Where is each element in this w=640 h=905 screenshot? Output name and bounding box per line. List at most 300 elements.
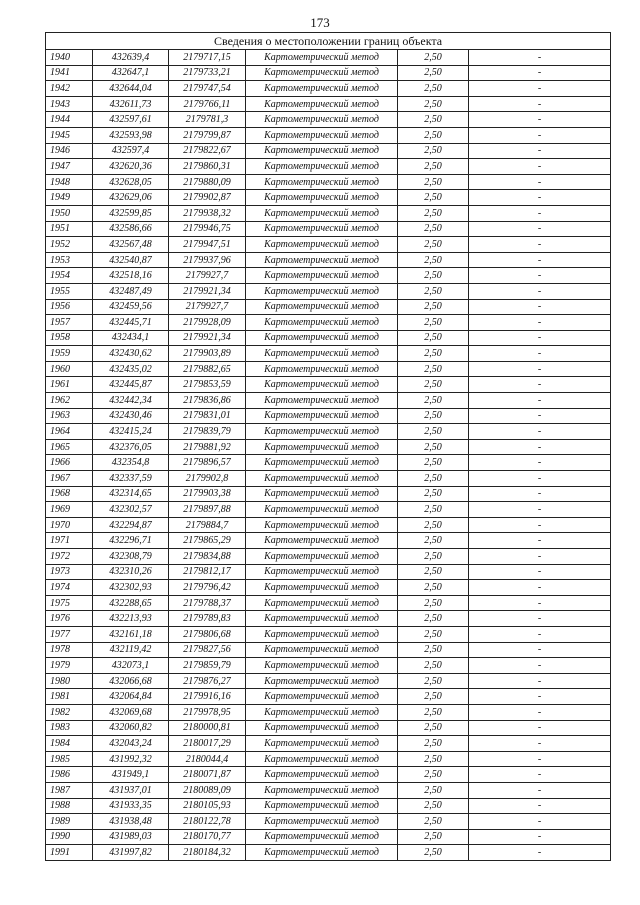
table-title: Сведения о местоположении границ объекта xyxy=(46,33,611,50)
x-coordinate-cell: 432376,05 xyxy=(93,439,169,455)
y-coordinate-cell: 2179880,09 xyxy=(169,174,246,190)
accuracy-cell: 2,50 xyxy=(398,689,469,705)
point-number-cell: 1945 xyxy=(46,127,93,143)
table-row xyxy=(46,533,611,549)
accuracy-cell: 2,50 xyxy=(398,829,469,845)
method-cell: Картометрический метод xyxy=(246,455,398,471)
table-row xyxy=(46,221,611,237)
description-cell: - xyxy=(469,782,611,798)
accuracy-cell: 2,50 xyxy=(398,252,469,268)
boundary-coordinates-table xyxy=(45,32,611,861)
x-coordinate-cell: 432119,42 xyxy=(93,642,169,658)
y-coordinate-cell: 2179947,51 xyxy=(169,237,246,253)
point-number-cell: 1959 xyxy=(46,346,93,362)
table-row xyxy=(46,268,611,284)
point-number-cell: 1946 xyxy=(46,143,93,159)
table-row xyxy=(46,564,611,580)
description-cell: - xyxy=(469,704,611,720)
table-row xyxy=(46,315,611,331)
accuracy-cell: 2,50 xyxy=(398,377,469,393)
point-number-cell: 1961 xyxy=(46,377,93,393)
method-cell: Картометрический метод xyxy=(246,642,398,658)
description-cell: - xyxy=(469,751,611,767)
y-coordinate-cell: 2179916,16 xyxy=(169,689,246,705)
x-coordinate-cell: 432567,48 xyxy=(93,237,169,253)
page-number: 173 xyxy=(310,15,330,30)
accuracy-cell: 2,50 xyxy=(398,221,469,237)
x-coordinate-cell: 431938,48 xyxy=(93,814,169,830)
x-coordinate-cell: 432069,68 xyxy=(93,704,169,720)
accuracy-cell: 2,50 xyxy=(398,112,469,128)
description-cell: - xyxy=(469,190,611,206)
accuracy-cell: 2,50 xyxy=(398,517,469,533)
method-cell: Картометрический метод xyxy=(246,268,398,284)
y-coordinate-cell: 2179937,96 xyxy=(169,252,246,268)
method-cell: Картометрический метод xyxy=(246,221,398,237)
point-number-cell: 1986 xyxy=(46,767,93,783)
accuracy-cell: 2,50 xyxy=(398,455,469,471)
description-cell: - xyxy=(469,689,611,705)
y-coordinate-cell: 2179876,27 xyxy=(169,673,246,689)
description-cell: - xyxy=(469,237,611,253)
accuracy-cell: 2,50 xyxy=(398,845,469,861)
table-row xyxy=(46,704,611,720)
method-cell: Картометрический метод xyxy=(246,252,398,268)
table-row xyxy=(46,517,611,533)
point-number-cell: 1947 xyxy=(46,159,93,175)
y-coordinate-cell: 2179796,42 xyxy=(169,580,246,596)
point-number-cell: 1981 xyxy=(46,689,93,705)
x-coordinate-cell: 432430,46 xyxy=(93,408,169,424)
point-number-cell: 1960 xyxy=(46,361,93,377)
x-coordinate-cell: 432435,02 xyxy=(93,361,169,377)
method-cell: Картометрический метод xyxy=(246,502,398,518)
table-row xyxy=(46,50,611,66)
method-cell: Картометрический метод xyxy=(246,736,398,752)
y-coordinate-cell: 2179834,88 xyxy=(169,549,246,565)
point-number-cell: 1974 xyxy=(46,580,93,596)
x-coordinate-cell: 432073,1 xyxy=(93,658,169,674)
y-coordinate-cell: 2179884,7 xyxy=(169,517,246,533)
table-row xyxy=(46,283,611,299)
description-cell: - xyxy=(469,829,611,845)
accuracy-cell: 2,50 xyxy=(398,549,469,565)
accuracy-cell: 2,50 xyxy=(398,361,469,377)
method-cell: Картометрический метод xyxy=(246,65,398,81)
description-cell: - xyxy=(469,549,611,565)
y-coordinate-cell: 2179938,32 xyxy=(169,205,246,221)
table-row xyxy=(46,736,611,752)
accuracy-cell: 2,50 xyxy=(398,580,469,596)
y-coordinate-cell: 2179860,31 xyxy=(169,159,246,175)
point-number-cell: 1940 xyxy=(46,50,93,66)
y-coordinate-cell: 2180017,29 xyxy=(169,736,246,752)
x-coordinate-cell: 432302,57 xyxy=(93,502,169,518)
y-coordinate-cell: 2179839,79 xyxy=(169,424,246,440)
description-cell: - xyxy=(469,143,611,159)
point-number-cell: 1965 xyxy=(46,439,93,455)
description-cell: - xyxy=(469,767,611,783)
table-row xyxy=(46,673,611,689)
method-cell: Картометрический метод xyxy=(246,845,398,861)
description-cell: - xyxy=(469,517,611,533)
method-cell: Картометрический метод xyxy=(246,377,398,393)
description-cell: - xyxy=(469,50,611,66)
description-cell: - xyxy=(469,408,611,424)
table-row xyxy=(46,299,611,315)
table-row xyxy=(46,689,611,705)
x-coordinate-cell: 432611,73 xyxy=(93,96,169,112)
y-coordinate-cell: 2179896,57 xyxy=(169,455,246,471)
description-cell: - xyxy=(469,611,611,627)
y-coordinate-cell: 2179799,87 xyxy=(169,127,246,143)
x-coordinate-cell: 432064,84 xyxy=(93,689,169,705)
method-cell: Картометрический метод xyxy=(246,704,398,720)
accuracy-cell: 2,50 xyxy=(398,299,469,315)
description-cell: - xyxy=(469,564,611,580)
table-row xyxy=(46,814,611,830)
method-cell: Картометрический метод xyxy=(246,81,398,97)
point-number-cell: 1967 xyxy=(46,471,93,487)
method-cell: Картометрический метод xyxy=(246,408,398,424)
description-cell: - xyxy=(469,65,611,81)
description-cell: - xyxy=(469,845,611,861)
accuracy-cell: 2,50 xyxy=(398,127,469,143)
description-cell: - xyxy=(469,455,611,471)
y-coordinate-cell: 2179822,67 xyxy=(169,143,246,159)
y-coordinate-cell: 2179788,37 xyxy=(169,595,246,611)
point-number-cell: 1954 xyxy=(46,268,93,284)
accuracy-cell: 2,50 xyxy=(398,720,469,736)
y-coordinate-cell: 2179812,17 xyxy=(169,564,246,580)
table-row xyxy=(46,471,611,487)
point-number-cell: 1953 xyxy=(46,252,93,268)
y-coordinate-cell: 2179781,3 xyxy=(169,112,246,128)
table-row xyxy=(46,658,611,674)
method-cell: Картометрический метод xyxy=(246,517,398,533)
description-cell: - xyxy=(469,377,611,393)
x-coordinate-cell: 432296,71 xyxy=(93,533,169,549)
point-number-cell: 1988 xyxy=(46,798,93,814)
y-coordinate-cell: 2179859,79 xyxy=(169,658,246,674)
description-cell: - xyxy=(469,96,611,112)
point-number-cell: 1941 xyxy=(46,65,93,81)
table-row xyxy=(46,455,611,471)
point-number-cell: 1952 xyxy=(46,237,93,253)
point-number-cell: 1977 xyxy=(46,626,93,642)
y-coordinate-cell: 2180170,77 xyxy=(169,829,246,845)
description-cell: - xyxy=(469,658,611,674)
accuracy-cell: 2,50 xyxy=(398,346,469,362)
point-number-cell: 1958 xyxy=(46,330,93,346)
y-coordinate-cell: 2179733,21 xyxy=(169,65,246,81)
table-row xyxy=(46,767,611,783)
description-cell: - xyxy=(469,720,611,736)
description-cell: - xyxy=(469,252,611,268)
point-number-cell: 1980 xyxy=(46,673,93,689)
y-coordinate-cell: 2179927,7 xyxy=(169,268,246,284)
table-row xyxy=(46,237,611,253)
x-coordinate-cell: 432060,82 xyxy=(93,720,169,736)
y-coordinate-cell: 2180122,78 xyxy=(169,814,246,830)
accuracy-cell: 2,50 xyxy=(398,96,469,112)
y-coordinate-cell: 2179865,29 xyxy=(169,533,246,549)
method-cell: Картометрический метод xyxy=(246,814,398,830)
point-number-cell: 1944 xyxy=(46,112,93,128)
accuracy-cell: 2,50 xyxy=(398,408,469,424)
table-row xyxy=(46,127,611,143)
description-cell: - xyxy=(469,673,611,689)
point-number-cell: 1951 xyxy=(46,221,93,237)
y-coordinate-cell: 2179827,56 xyxy=(169,642,246,658)
y-coordinate-cell: 2179836,86 xyxy=(169,393,246,409)
method-cell: Картометрический метод xyxy=(246,143,398,159)
y-coordinate-cell: 2180089,09 xyxy=(169,782,246,798)
x-coordinate-cell: 432066,68 xyxy=(93,673,169,689)
accuracy-cell: 2,50 xyxy=(398,315,469,331)
point-number-cell: 1990 xyxy=(46,829,93,845)
point-number-cell: 1989 xyxy=(46,814,93,830)
description-cell: - xyxy=(469,393,611,409)
x-coordinate-cell: 432639,4 xyxy=(93,50,169,66)
method-cell: Картометрический метод xyxy=(246,424,398,440)
accuracy-cell: 2,50 xyxy=(398,502,469,518)
y-coordinate-cell: 2180071,87 xyxy=(169,767,246,783)
description-cell: - xyxy=(469,798,611,814)
table-row xyxy=(46,424,611,440)
accuracy-cell: 2,50 xyxy=(398,65,469,81)
y-coordinate-cell: 2179766,11 xyxy=(169,96,246,112)
x-coordinate-cell: 432354,8 xyxy=(93,455,169,471)
point-number-cell: 1982 xyxy=(46,704,93,720)
description-cell: - xyxy=(469,283,611,299)
y-coordinate-cell: 2180184,32 xyxy=(169,845,246,861)
accuracy-cell: 2,50 xyxy=(398,283,469,299)
accuracy-cell: 2,50 xyxy=(398,159,469,175)
method-cell: Картометрический метод xyxy=(246,611,398,627)
description-cell: - xyxy=(469,205,611,221)
point-number-cell: 1955 xyxy=(46,283,93,299)
point-number-cell: 1970 xyxy=(46,517,93,533)
x-coordinate-cell: 432459,56 xyxy=(93,299,169,315)
x-coordinate-cell: 431949,1 xyxy=(93,767,169,783)
point-number-cell: 1985 xyxy=(46,751,93,767)
y-coordinate-cell: 2179806,68 xyxy=(169,626,246,642)
accuracy-cell: 2,50 xyxy=(398,814,469,830)
method-cell: Картометрический метод xyxy=(246,595,398,611)
method-cell: Картометрический метод xyxy=(246,626,398,642)
accuracy-cell: 2,50 xyxy=(398,673,469,689)
x-coordinate-cell: 432540,87 xyxy=(93,252,169,268)
method-cell: Картометрический метод xyxy=(246,159,398,175)
table-row xyxy=(46,174,611,190)
table-row xyxy=(46,159,611,175)
method-cell: Картометрический метод xyxy=(246,486,398,502)
method-cell: Картометрический метод xyxy=(246,96,398,112)
point-number-cell: 1964 xyxy=(46,424,93,440)
table-row xyxy=(46,626,611,642)
method-cell: Картометрический метод xyxy=(246,564,398,580)
method-cell: Картометрический метод xyxy=(246,361,398,377)
method-cell: Картометрический метод xyxy=(246,346,398,362)
x-coordinate-cell: 432593,98 xyxy=(93,127,169,143)
accuracy-cell: 2,50 xyxy=(398,81,469,97)
y-coordinate-cell: 2179978,95 xyxy=(169,704,246,720)
method-cell: Картометрический метод xyxy=(246,190,398,206)
table-row xyxy=(46,439,611,455)
description-cell: - xyxy=(469,315,611,331)
x-coordinate-cell: 432337,59 xyxy=(93,471,169,487)
method-cell: Картометрический метод xyxy=(246,112,398,128)
description-cell: - xyxy=(469,502,611,518)
y-coordinate-cell: 2179928,09 xyxy=(169,315,246,331)
table-row xyxy=(46,96,611,112)
point-number-cell: 1978 xyxy=(46,642,93,658)
table-row xyxy=(46,611,611,627)
method-cell: Картометрический метод xyxy=(246,658,398,674)
x-coordinate-cell: 432294,87 xyxy=(93,517,169,533)
table-row xyxy=(46,502,611,518)
point-number-cell: 1979 xyxy=(46,658,93,674)
point-number-cell: 1957 xyxy=(46,315,93,331)
table-row xyxy=(46,595,611,611)
method-cell: Картометрический метод xyxy=(246,767,398,783)
description-cell: - xyxy=(469,221,611,237)
point-number-cell: 1942 xyxy=(46,81,93,97)
y-coordinate-cell: 2180105,93 xyxy=(169,798,246,814)
point-number-cell: 1973 xyxy=(46,564,93,580)
description-cell: - xyxy=(469,127,611,143)
method-cell: Картометрический метод xyxy=(246,127,398,143)
point-number-cell: 1976 xyxy=(46,611,93,627)
description-cell: - xyxy=(469,642,611,658)
table-row xyxy=(46,205,611,221)
table-row xyxy=(46,580,611,596)
point-number-cell: 1991 xyxy=(46,845,93,861)
point-number-cell: 1948 xyxy=(46,174,93,190)
table-row xyxy=(46,782,611,798)
x-coordinate-cell: 432487,49 xyxy=(93,283,169,299)
x-coordinate-cell: 431992,32 xyxy=(93,751,169,767)
accuracy-cell: 2,50 xyxy=(398,174,469,190)
point-number-cell: 1962 xyxy=(46,393,93,409)
x-coordinate-cell: 432415,24 xyxy=(93,424,169,440)
x-coordinate-cell: 432302,93 xyxy=(93,580,169,596)
x-coordinate-cell: 432213,93 xyxy=(93,611,169,627)
x-coordinate-cell: 432597,4 xyxy=(93,143,169,159)
description-cell: - xyxy=(469,533,611,549)
accuracy-cell: 2,50 xyxy=(398,767,469,783)
description-cell: - xyxy=(469,486,611,502)
point-number-cell: 1969 xyxy=(46,502,93,518)
y-coordinate-cell: 2179831,01 xyxy=(169,408,246,424)
accuracy-cell: 2,50 xyxy=(398,268,469,284)
y-coordinate-cell: 2179946,75 xyxy=(169,221,246,237)
y-coordinate-cell: 2179789,83 xyxy=(169,611,246,627)
y-coordinate-cell: 2179882,65 xyxy=(169,361,246,377)
y-coordinate-cell: 2179921,34 xyxy=(169,283,246,299)
x-coordinate-cell: 431937,01 xyxy=(93,782,169,798)
accuracy-cell: 2,50 xyxy=(398,642,469,658)
description-cell: - xyxy=(469,299,611,315)
table-row xyxy=(46,642,611,658)
method-cell: Картометрический метод xyxy=(246,829,398,845)
table-row xyxy=(46,361,611,377)
table-row xyxy=(46,190,611,206)
description-cell: - xyxy=(469,626,611,642)
table-row xyxy=(46,346,611,362)
method-cell: Картометрический метод xyxy=(246,689,398,705)
method-cell: Картометрический метод xyxy=(246,50,398,66)
table-row xyxy=(46,143,611,159)
x-coordinate-cell: 432629,06 xyxy=(93,190,169,206)
x-coordinate-cell: 432628,05 xyxy=(93,174,169,190)
table-row xyxy=(46,112,611,128)
table-row xyxy=(46,393,611,409)
accuracy-cell: 2,50 xyxy=(398,143,469,159)
y-coordinate-cell: 2179853,59 xyxy=(169,377,246,393)
x-coordinate-cell: 432597,61 xyxy=(93,112,169,128)
y-coordinate-cell: 2179921,34 xyxy=(169,330,246,346)
y-coordinate-cell: 2180044,4 xyxy=(169,751,246,767)
point-number-cell: 1949 xyxy=(46,190,93,206)
accuracy-cell: 2,50 xyxy=(398,205,469,221)
point-number-cell: 1987 xyxy=(46,782,93,798)
table-row xyxy=(46,65,611,81)
x-coordinate-cell: 432647,1 xyxy=(93,65,169,81)
accuracy-cell: 2,50 xyxy=(398,439,469,455)
table-row xyxy=(46,486,611,502)
point-number-cell: 1950 xyxy=(46,205,93,221)
table-body xyxy=(46,50,611,861)
table-row xyxy=(46,845,611,861)
accuracy-cell: 2,50 xyxy=(398,736,469,752)
description-cell: - xyxy=(469,471,611,487)
x-coordinate-cell: 432445,71 xyxy=(93,315,169,331)
table-row xyxy=(46,330,611,346)
x-coordinate-cell: 432518,16 xyxy=(93,268,169,284)
method-cell: Картометрический метод xyxy=(246,533,398,549)
method-cell: Картометрический метод xyxy=(246,782,398,798)
accuracy-cell: 2,50 xyxy=(398,50,469,66)
table-row xyxy=(46,751,611,767)
x-coordinate-cell: 432288,65 xyxy=(93,595,169,611)
method-cell: Картометрический метод xyxy=(246,751,398,767)
accuracy-cell: 2,50 xyxy=(398,486,469,502)
y-coordinate-cell: 2179902,87 xyxy=(169,190,246,206)
method-cell: Картометрический метод xyxy=(246,330,398,346)
point-number-cell: 1963 xyxy=(46,408,93,424)
y-coordinate-cell: 2179897,88 xyxy=(169,502,246,518)
method-cell: Картометрический метод xyxy=(246,673,398,689)
description-cell: - xyxy=(469,174,611,190)
table-row xyxy=(46,252,611,268)
y-coordinate-cell: 2179747,54 xyxy=(169,81,246,97)
x-coordinate-cell: 432434,1 xyxy=(93,330,169,346)
description-cell: - xyxy=(469,330,611,346)
description-cell: - xyxy=(469,112,611,128)
x-coordinate-cell: 432586,66 xyxy=(93,221,169,237)
point-number-cell: 1975 xyxy=(46,595,93,611)
method-cell: Картометрический метод xyxy=(246,580,398,596)
x-coordinate-cell: 432599,85 xyxy=(93,205,169,221)
description-cell: - xyxy=(469,268,611,284)
x-coordinate-cell: 432161,18 xyxy=(93,626,169,642)
method-cell: Картометрический метод xyxy=(246,174,398,190)
description-cell: - xyxy=(469,424,611,440)
accuracy-cell: 2,50 xyxy=(398,751,469,767)
accuracy-cell: 2,50 xyxy=(398,330,469,346)
